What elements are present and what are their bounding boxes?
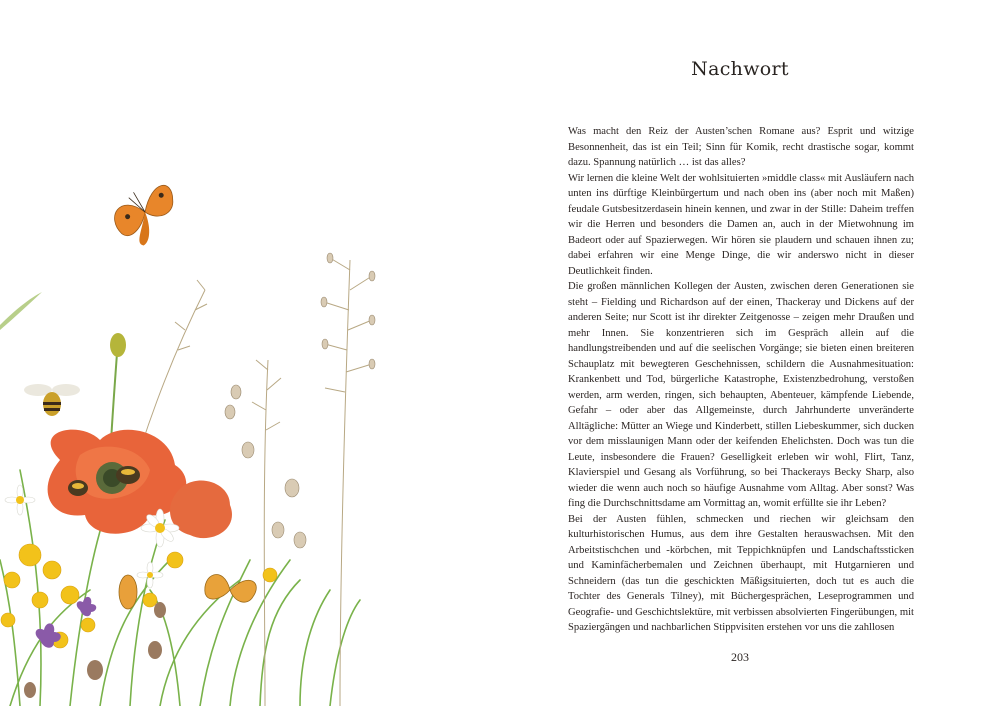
- paragraph: Die großen männlichen Kollegen der Austen, zwischen deren Generationen sie steht – Fielding und Richardson auf der einen, Thackeray und Dickens auf der anderen Seite; nur Scott ist ihr direkter Zeitgenosse – zeigen mehr Draußen und mehr Innen. Sie konzentrieren sich im Gespräch allein auf die handlungstreibenden und auf die seelischen Vorgänge; sie bieten einen breiteren Schauplatz mit bewegteren Geschehnissen, schildern die Ausnahmesituation: Krankenbett und Tod, bürgerliche Katastrophe, Existenzbedrohung, verstoßen werden, arm werden, ringen, sich behaupten, Abenteuer, kämpfende Liebende, Gefahr – oder aber das Allgemeinste, durch Jahrhunderte unveränderte Alltägliche: Mütter an Wiege und Kinderbett, stillen Liebeskummer, sich ducken vor dem misslaunigen Mann oder der keifenden Ehelichsten. Doch was tun die Leute, insbesondere die Frauen? Geselligkeit erleben wir wohl, Flirt, Tanz, Klavierspiel und Gesang als Vorführung, so bei Thackerays Becky Sharp, also wieder die wenn auch noch so häufige Ausnahme vom Alltag. Aber sonst? Was fing die Durchschnittsdame am Vormittag an, womit erfüllte sie ihr Leben?: [568, 281, 914, 509]
- poppy-flower: [48, 430, 187, 534]
- clover-heads: [24, 602, 166, 698]
- page-title: Nachwort: [691, 58, 789, 80]
- paragraph: Was macht den Reiz der Austen’schen Romane aus? Esprit und witzige Besonnenheit, das ist ein Teil; Sinn für Komik, recht drastische sogar, kommt dazu. Spannung natürlich … ist das alles?: [568, 126, 914, 168]
- paragraph: Bei der Austen fühlen, schmecken und riechen wir gleichsam den kulturhistorischen Humus, aus dem ihre Gestalten herauswachsen. Mit den Arbeitstischchen und -körbchen, mit Teppichknüpfen und Landschaftssticken und Kaminfächerbemalen und Zeichnen überhaupt, mit Hutgarnieren und Schneidern (das tun die geschickten Mäßigsituierten, doch tut es auch die Tochter des Generals Tilney), mit Büchergesprächen, Leseprogrammen und Geografie- und Geschichtslektüre, mit verbissen absolvierten Fingerübungen, mit Spaziergängen und nachbarlichen Stippvisiten erstehen vor uns die zahllosen: [568, 513, 914, 633]
- butterfly-top: [109, 183, 183, 251]
- page-number: 203: [731, 650, 749, 664]
- text-page: [500, 0, 1000, 706]
- seed-pods: [225, 253, 375, 548]
- moth: [119, 575, 137, 609]
- bee-flying: [24, 384, 80, 416]
- body-text: [568, 124, 914, 636]
- grass-leaf: [0, 292, 42, 330]
- paragraph: Wir lernen die kleine Welt der wohlsituierten »middle class« mit Ausläufern nach unten ins dürftige Kleinbürgertum und nach oben ins (aber noch mit Maßen) feudale Gutsbesitzerdasein hinein kennen, und zwar in der Stille: Daheim treffen wir die Herren und besonders die Damen an, auch in der Mietwohnung im Badeort oder auf Spazierwegen. Wir hören sie plaudern und schauen ihnen zu; dabei erfahren wir eine Menge Dinge, die wir anderswo nicht in dieser Deutlichkeit finden.: [568, 172, 914, 277]
